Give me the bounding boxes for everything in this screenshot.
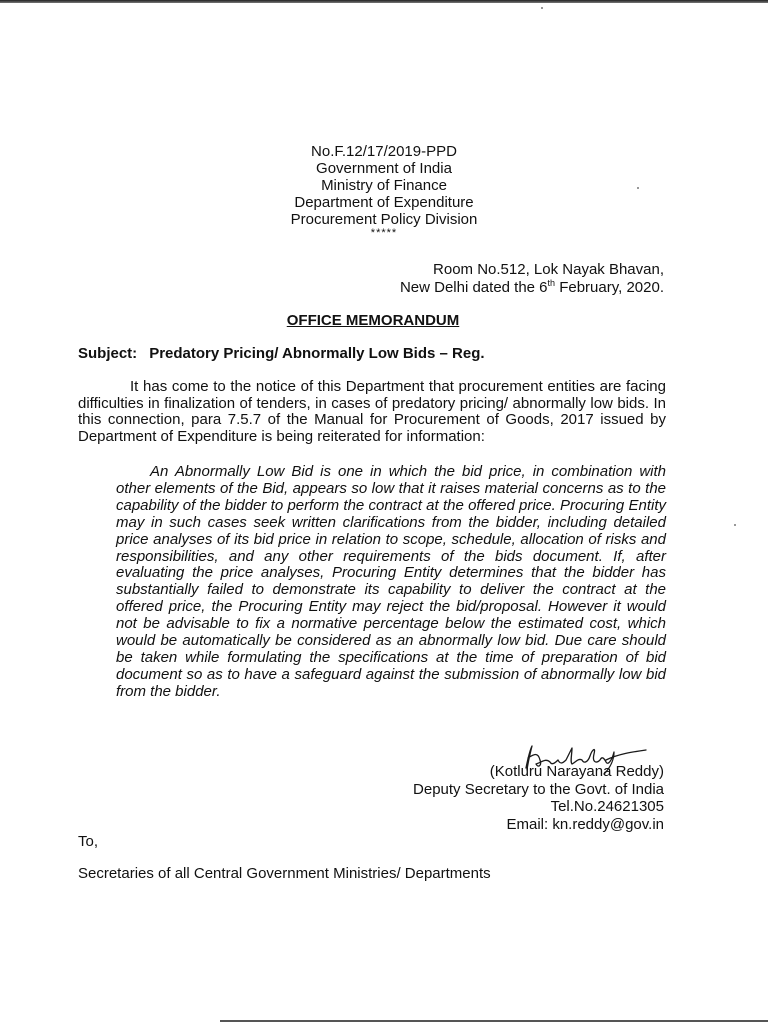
signatory-designation: Deputy Secretary to the Govt. of India xyxy=(413,780,664,798)
memo-title: OFFICE MEMORANDUM xyxy=(286,312,460,329)
to-label: To, xyxy=(78,833,99,850)
subject-label: Subject: xyxy=(78,345,138,362)
scan-speck xyxy=(637,187,639,189)
subject-line xyxy=(78,345,485,362)
scan-edge-bottom xyxy=(220,1020,768,1022)
header-line-division: Procurement Policy Division xyxy=(290,211,478,228)
header-line-department: Department of Expenditure xyxy=(294,194,474,211)
scan-speck xyxy=(541,7,543,9)
address-block xyxy=(400,261,664,297)
signatory-tel: Tel.No.24621305 xyxy=(550,798,664,815)
subject-text: Predatory Pricing/ Abnormally Low Bids – Reg. xyxy=(149,345,485,362)
header-line-ministry: Ministry of Finance xyxy=(321,177,447,194)
recipients-line: Secretaries of all Central Government Ministries/ Departments xyxy=(78,865,491,882)
address-room: Room No.512, Lok Nayak Bhavan, xyxy=(433,261,664,278)
signatory-name: (Kotluru Narayana Reddy) xyxy=(489,763,664,780)
scan-edge-top xyxy=(0,0,768,3)
document-header xyxy=(234,143,534,239)
quoted-para: An Abnormally Low Bid is one in which the bid price, in combination with other elements of the Bid, appears so low that it raises material concerns as to the capability of the bidder to perform the contract at the offered price. Procuring Entity may in such cases seek written clarifications from the bidder, including detailed price analyses of its bid price in relation to scope, schedule, allocation of risks and responsibilities, and any other requirements of the bids document. If, after evaluating the price analyses, Procuring Entity determines that the bidder has substantially failed to demonstrate its capability to deliver the contract at the offered price, the Procuring Entity may reject the bid/proposal. However it would not be advisable to fix a normative percentage below the estimated cost, which would be automatically be considered as an abnormally low bid. Due care should be taken while formulating the specifications at the time of preparation of bid document so as to have a safeguard against the submission of abnormally low bid from the bidder. xyxy=(116,463,666,700)
address-date xyxy=(400,279,664,297)
scan-speck xyxy=(734,524,736,526)
date-prefix: New Delhi dated the 6 xyxy=(399,279,548,296)
header-line-government: Government of India xyxy=(316,160,452,177)
signatory-email: Email: kn.reddy@gov.in xyxy=(506,815,664,833)
file-number: No.F.12/17/2019-PPD xyxy=(311,143,457,160)
header-separator: ***** xyxy=(370,227,398,239)
date-suffix: February, 2020. xyxy=(555,279,664,296)
signatory-block xyxy=(413,763,664,833)
date-ordinal: th xyxy=(547,278,556,288)
body-paragraph: It has come to the notice of this Department that procurement entities are facing difficulties in finalization of tenders, in cases of predatory pricing/ abnormally low bids. In this connection, para 7.5.7 of the Manual for Procurement of Goods, 2017 issued by Department of Expenditure is being reiterated for information: xyxy=(78,378,666,445)
